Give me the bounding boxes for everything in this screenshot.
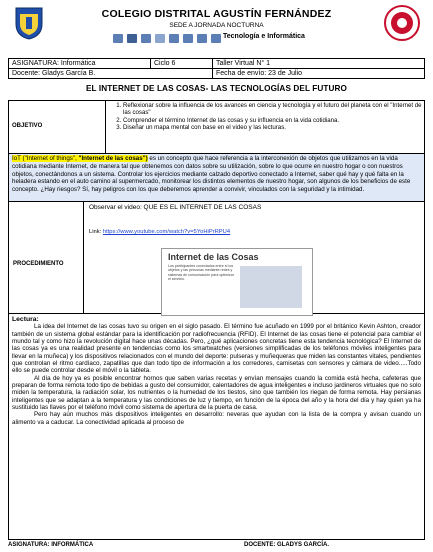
worksheet-page [8, 0, 425, 552]
iot-term-bold: "Internet de las cosas") [78, 155, 148, 162]
footer-asignatura: ASIGNATURA: INFORMÁTICA [8, 542, 94, 548]
objetivo-label: OBJETIVO [12, 123, 43, 129]
ciclo-cell: Ciclo 6 [151, 59, 213, 69]
link-label: Link: [89, 229, 103, 235]
connected-devices-illustration [240, 266, 302, 308]
column-divider [105, 101, 106, 153]
video-link[interactable]: https://www.youtube.com/watch?v=5YoHiPrRPU4 [102, 229, 231, 235]
lectura-section [8, 314, 425, 540]
taller-cell: Taller Virtual N° 1 [213, 59, 425, 69]
objetivo-item: 1. Reflexionar sobre la influencia de los avances en ciencia y tecnología y el futuro del planeta con el "Internet de las cosas" [123, 102, 423, 117]
iot-term: IoT ("Internet of things", [12, 155, 79, 162]
tablet-icon [141, 34, 151, 43]
iot-intro [8, 154, 425, 202]
infographic-title: Internet de las Cosas [168, 252, 259, 262]
column-divider [83, 202, 84, 313]
area-label: Tecnología e Informática [223, 33, 305, 40]
procedimiento-section [8, 202, 425, 314]
objetivo-list [113, 102, 423, 132]
keyboard-icon [197, 34, 207, 43]
procedimiento-label: PROCEDIMIENTO [13, 261, 64, 267]
asignatura-cell: ASIGNATURA: Informática [9, 59, 151, 69]
camera-icon [183, 34, 193, 43]
institution-badge-logo [383, 4, 421, 42]
video-instruction: Observar el video: QUE ES EL INTERNET DE LAS COSAS [89, 204, 262, 211]
document-header [8, 2, 425, 58]
laptop-icon [127, 34, 137, 43]
infographic-text: Los participantes conectados entre sí los objetos y las personas mediante redes y sistemas de comunicación para optimizar el servicio. [168, 264, 234, 282]
computer-icon [113, 34, 123, 43]
lectura-paragraph: Al día de hoy ya es posible encontrar hornos que saben varias recetas y envían mensajes cuando la comida está hecha, cafeteras que preparan de forma remota todo tipo de bebidas a gusto del consumidor, calentadores de agua inteligentes e incluso jardineros virtuales que no solo miden la temperatura, la radiación solar, los nutrientes o la humedad de los tiestos, sino que también los riegan de forma remota. Hay persianas inteligentes que se adaptan a la temperatura y las condiciones de luz y tiempo, en función de la época del año y la hora del día y hay quien ya ha sustituido las llaves por el teléfono móvil como sistema de apertura de la puerta de casa. [12, 374, 421, 412]
phone-icon [155, 34, 165, 43]
printer-icon [169, 34, 179, 43]
page-title: EL INTERNET DE LAS COSAS- LAS TECNOLOGÍAS DEL FUTURO [86, 84, 347, 93]
footer-docente: DOCENTE: GLADYS GARCÍA. [244, 542, 330, 548]
lectura-paragraph: La idea del Internet de las cosas tuvo su origen en el siglo pasado. El término fue acuñado en 1999 por el británico Kevin Ashton, creador también de un sistema global estándar para la identificación por radiofrecuencia (RFID). El Internet de las cosas tiene el potencial para cambiar el mundo tal y como hizo la revolución digital hace unas décadas. Pero, ¿qué aplicaciones concretas tiene esta tendencia tecnológica? El Internet de las cosas ya es una realidad presente en tendencias como los smartwatches (versiones simplificadas de los teléfonos móviles inteligentes para llevar en la muñeca) y los dispositivos relacionados con el mundo del deporte: pulseras y muñequeras que miden las constantes vitales, pendientes que controlan el ritmo cardíaco, zapatillas que dan todo tipo de información a los corredores, camisetas con sensores y cámara de video.....Todo ello se puede controlar desde el móvil o la tableta. [12, 323, 421, 375]
school-name: COLEGIO DISTRITAL AGUSTÍN FERNÁNDEZ [101, 8, 332, 20]
video-link-row [89, 229, 230, 235]
objetivo-item: 2. Comprender el término Internet de las cosas y su influencia en la vida cotidiana. [123, 117, 423, 124]
docente-cell: Docente: Gladys García B. [9, 69, 213, 79]
tech-icons-row [113, 32, 221, 44]
info-table [8, 58, 425, 79]
objetivo-section [8, 100, 425, 154]
iot-infographic-image [161, 248, 313, 316]
school-sede: SEDE A JORNADA NOCTURNA [169, 22, 264, 29]
iot-body: es un concepto que hace referencia a la interconexión de objetos que utilizamos en la vida cotidiana mediante Internet, de manera tal que obtenemos con datos sobre su utilización, sobre lo que ocurre en nuestro hogar o con nuestros objetos, conectándonos a un sistema. Controlar los ejercicios mediante calzado deportivo conectado a Internet, saber qué hay y qué falta en la heladera estando en el auto camino al supermercado, monitorear los distintos elementos de nuestro hogar, son algunos de los beneficios de este concepto. ¿Hay riesgos? Sí, hay peligros con los que deberemos aprender a convivir, vinculados con la seguridad y la intimidad. [12, 155, 411, 194]
lectura-heading: Lectura: [12, 316, 39, 323]
lectura-paragraph: Pero hay aún muchos más dispositivos inteligentes en desarrollo: neveras que ayudan con la lista de la compra y avisan cuando un alimento va a caducar. La conectividad aplicada al proceso de [12, 411, 421, 426]
objetivo-item: 3. Diseñar un mapa mental con base en el video y las lecturas. [123, 124, 423, 131]
mouse-icon [211, 34, 221, 43]
fecha-cell: Fecha de envío: 23 de Julio [213, 69, 425, 79]
